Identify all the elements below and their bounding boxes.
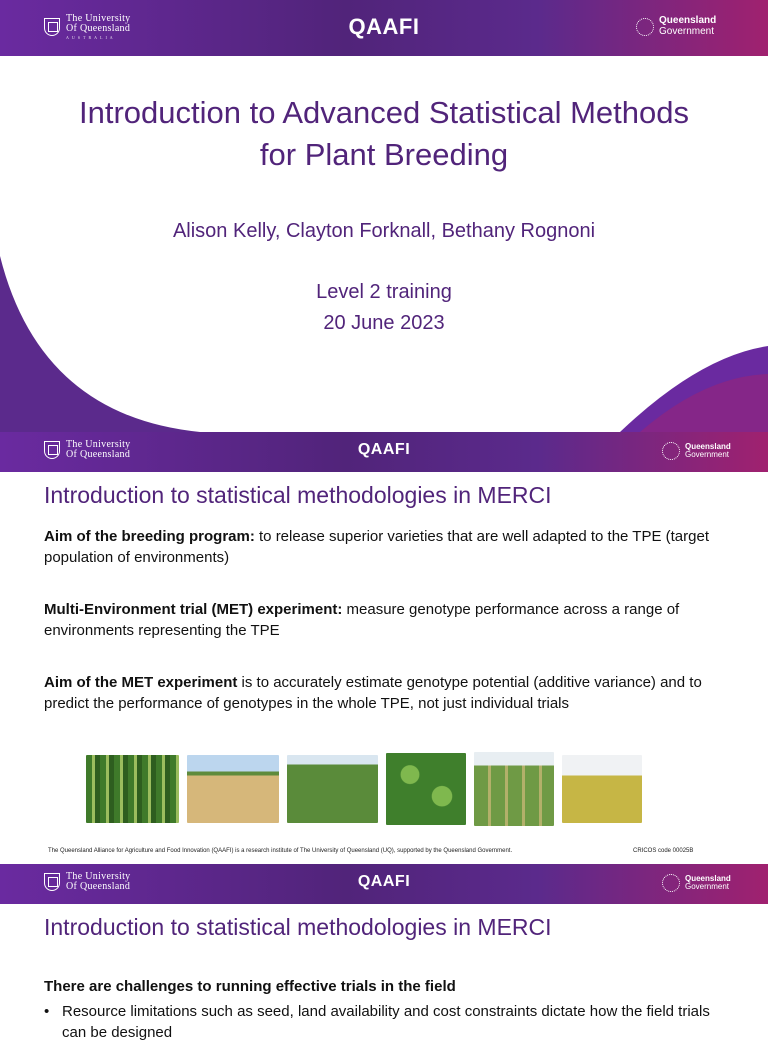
maize-crop-photo [86,755,179,823]
bullet-item [44,1001,734,1043]
training-level: Level 2 training [316,281,452,303]
qld-logo-line1: Queensland [685,441,731,451]
uq-logo-line2: Of Queensland [66,449,131,460]
title-line-2: for Plant Breeding [259,136,509,172]
paragraph-label: Aim of the MET experiment [44,674,238,691]
qld-crest-icon [636,18,654,36]
qld-gov-logo [662,874,731,892]
footer-disclaimer: The Queensland Alliance for Agriculture and Food Innovation (QAAFI) is a research institute of The University of Queensland (UQ), supported by the Queensland Government. [48,848,513,854]
qld-gov-logo [662,442,731,460]
qld-logo-line2: Government [685,882,730,891]
uq-logo-line3: AUSTRALIA [66,35,116,40]
legume-crop-photo [386,753,466,825]
qaafi-logo: QAAFI [357,873,411,890]
uq-logo-line2: Of Queensland [66,23,131,34]
paragraph-met-definition [44,599,734,641]
bullet-text: Resource limitations such as seed, land availability and cost constraints dictate how the field trials can be designed [62,1003,710,1041]
slide-heading: Introduction to statistical methodologies in MERCI [44,914,552,940]
uq-logo-line2: Of Queensland [66,881,131,892]
qld-crest-icon [662,442,680,460]
crop-photo-strip [86,752,642,826]
trial-plots-photo [474,752,554,826]
qld-gov-logo [636,16,716,37]
sorghum-field-photo [187,755,279,823]
authors: Alison Kelly, Clayton Forknall, Bethany Rognoni [172,220,596,242]
presentation-date: 20 June 2023 [323,312,445,334]
qld-logo-line1: Queensland [685,873,731,883]
bullet-dot-icon: • [44,1003,50,1020]
content-slide-2 [0,864,768,1041]
qld-logo-line2: Government [685,450,730,459]
paragraph-label: Multi-Environment trial (MET) experiment: [44,601,343,618]
slide3-banner [0,864,768,904]
title-slide [0,0,768,432]
qaafi-logo: QAAFI [348,14,420,39]
qld-logo-line1: Queensland [659,15,717,26]
cricos-code: CRICOS code 00025B [633,848,694,854]
qld-logo-line2: Government [659,25,715,37]
slide2-banner [0,432,768,472]
paragraph-text: is to accurately estimate genotype potential (additive variance) and to predict the performance of genotypes in the whole TPE, not just individual trials [44,674,702,712]
wheat-crop-photo [562,755,642,823]
paragraph-met-aim [44,672,734,714]
presentation-title [20,92,748,176]
uq-logo-line1: The University [66,871,131,882]
paragraph-text: measure genotype performance across a range of environments representing the TPE [44,601,680,639]
uq-logo-line1: The University [66,439,131,450]
paragraph-label: Aim of the breeding program: [44,528,255,545]
slide-heading: Introduction to statistical methodologies in MERCI [44,482,552,508]
paragraph-breeding-aim [44,526,734,568]
qaafi-logo: QAAFI [357,441,411,458]
green-field-photo [287,755,378,823]
slide-subheading [44,976,734,997]
uq-logo-line1: The University [66,13,131,24]
paragraph-text: to release superior varieties that are well adapted to the TPE (target population of environments) [44,528,709,566]
top-banner [0,0,768,56]
title-line-1: Introduction to Advanced Statistical Methods [78,95,690,130]
subheading-text: There are challenges to running effective trials in the field [44,978,456,995]
content-slide-1 [0,432,768,864]
qld-crest-icon [662,874,680,892]
